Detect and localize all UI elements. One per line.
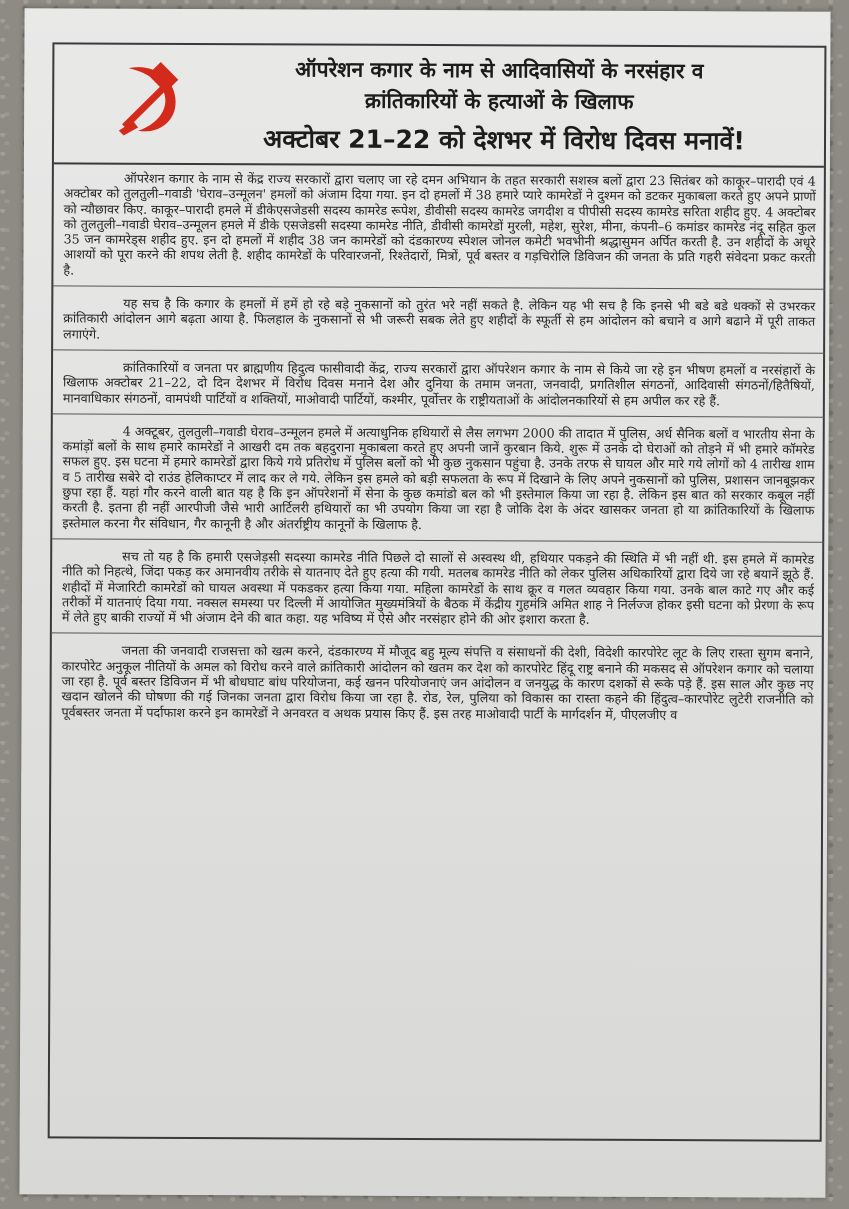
paragraph-2: यह सच है कि कगार के हमलों में हमें हो रहे बड़े नुकसानों को तुरंत भरे नहीं सकते है. लेकिन यह भी सच है कि इनसे भी बडे बडे धक्कों से उभरकर क्रांतिकारी आंदोलन आगे बढ़ता आया है. फिलहाल के नुकसानों से भी जरूरी सबक लेते हुए शहीदों के स्फूर्ती से हम आंदोलन को बचाने व आगे बढाने में पूरी ताकत लगाएंगे. [63,295,816,342]
section-divider [53,349,825,353]
title-line-1: ऑपरेशन कगार के नाम से आदिवासियों के नरसंहार व [295,57,704,84]
paragraph-5: सच तो यह है कि हमारी एसजेड़सी सदस्या कामरेड नीति पिछले दो सालों से अस्वस्थ थी, हथियार पकड़ने की स्थिति में भी नहीं थी. इस हमले में कामरेड नीति को निहत्थे, जिंदा पकड़ कर अमानवीय तरीके से यातनाए देते हुए हत्या की गयी. मतलब कामरेड नीति को लेकर पुलिस अधिकारियों द्वारा दिये जा रहे बयानें झूठे हैं. शहीदों में मेजारिटी कामरेडों को घायल अवस्था में पकडकर हत्या किया गया. महिला कामरेडों के साथ क्रूर व गलत व्यवहार किया गया. उनके बाल काटे गए और कई तरीकों में यातनाएं दिया गया. नक्सल समस्या पर दिल्ली में आयोजित मुख्यमंत्रियों के बैठक में केंद्रीय गुहमंत्रि अमित शाह ने निर्लज्ज होकर इसी घटना को प्रेरणा के रूप में लेते हुए बाकी राज्यों में भी अंजाम देने की बात कहा. यह भविष्य में ऐसे और नरसंहार होने की ओर इशारा करता है. [61,548,815,627]
section-divider [52,538,824,542]
paragraph-3: क्रांतिकारियों व जनता पर ब्राह्मणीय हिदुत्व फासीवादी केंद्र, राज्य सरकारों द्वारा ऑपरेशन कगार के नाम से किये जा रहे इन भीषण हमलों व नरसंहारों के खिलाफ अक्टोबर 21–22, दो दिन देशभर में विरोध दिवस मनाने देश और दुनिया के तमाम जनता, जनवादी, प्रगतिशील संगठनों, आदिवासी संगठनों/हितैषियों, मानवाधिकार संगठनों, वामपंथी पार्टियों व शक्तियों, माओवादी पार्टियों, कश्मीर, पूर्वोत्तर के राष्ट्रीयताओं के आंदोलनकारियों से हम अपील कर रहे हैं. [62,359,816,408]
section-divider [53,413,825,417]
leaflet-border [48,42,827,1141]
section-divider [52,633,824,637]
paragraph-4: 4 अक्टूबर, तुलतुली–गवाडी घेराव–उन्मूलन हमले में अत्याधुनिक हथियारों से लैस लगभग 2000 की तादात में पुलिस, अर्ध सैनिक बलों व भारतीय सेना के कमांड़ों बलों के साथ हमारे कामरेडों ने आखरी दम तक बहदुराना मुकाबला करते हुए अपनी जानें कुरबान किये. शुरू में उनके दो घेराओं को तोड़ने में भी हमारे कॉमरेड सफल हुए. इस घटना में हमारे कामरेडों द्वारा किये गये प्रतिरोध में पुलिस बलों को भी कुछ नुकसान पहुंचा है. उनके तरफ से घायल और मारे गये लोगों को 4 तारीख शाम व 5 तारीख सबेरे दो राउंड हेलिकाप्टर में लाद कर ले गये. लेकिन इस हमले को बड़ी सफलता के रूप में दिखाने के लिए अपने नुकसानों को पुलिस, प्रशासन जानबूझकर छुपा रहा हैं. यहां गौर करने वाली बात यह है कि इन ऑपरेशनों में सेना के कुछ कमांडो बल को भी इस्तेमाल किया जा रहा है. लेकिन इस बात को सरकार कबूल नहीं करती है. इतना ही नहीं आरपीजी जैसे भारी आर्टिलरी हथियारों का भी उपयोग किया जा रहा है जोकि देश के अंदर खासकर जनता हो या क्रांतिकारियों के खिलाफ इस्तेमाल करना गैर संविधान, गैर कानूनी है और अंतर्राष्ट्रीय कानूनों के खिलाफ है. [62,423,815,532]
paragraph-6: जनता की जनवादी राजसत्ता को खत्म करने, दंडकारण्य में मौजूद बहु मूल्य संपत्ति व संसाधनों की देशी, विदेशी कारपोरेट लूट के लिए रास्ता सुगम बनाने, कारपोरेट अनुकूल नीतियों के अमल को विरोध करने वाले क्रांतिकारी आंदोलन को खतम कर देश को कारपोरेट हिंदू राष्ट्र बनाने की मकसद से ऑपरेशन कगार को चलाया जा रहा है. पूर्व बस्तर डिविजन में भी बोधघाट बांध परियोजना, कई खनन परियोजनाएं जन आंदोलन व जनयुद्ध के कारण दशकों से रूके पड़े हैं. इस साल और कुछ नए खदान खोलने की घोषणा की गई जिनका जनता द्वारा विरोध किया जा रहा है. रोड, रेल, पुलिया को विकास का रास्ता कहने की हिंदुत्व–कारपोरेट लुटेरी राजनीति को पूर्वबस्तर जनता में पर्दाफाश करने इन कामरेडों ने अनवरत व अथक प्रयास किए हैं. इस तरह माओवादी पार्टी के मार्गदर्शन में, पीएलजीए व [61,643,814,722]
section-divider [53,285,825,289]
hammer-sickle-icon [106,59,186,139]
leaflet-body [61,170,815,722]
leaflet-header [54,44,825,167]
leaflet-sheet [19,8,830,1198]
main-headline: अक्टोबर 21–22 को देशभर में विरोध दिवस मनावें! [263,124,745,156]
paragraph-1: ऑपरेशन कगार के नाम से केंद्र राज्य सरकारों द्वारा चलाए जा रहे दमन अभियान के तहत सरकारी सशस्त्र बलों द्वारा 23 सितंबर को काकूर–पारादी एवं 4 अक्टोबर को तुलतुली–गवाडी 'घेराव–उन्मूलन' हमलों को अंजाम दिया गया. इन दो हमलों में 38 हमारे प्यारे कामरेडों ने दुश्मन को डटकर मुकाबला करते हुए अपने प्राणों को न्यौछावर किए. काकूर–पारादी हमले में डीकेएसजेडसी सदस्य कामरेड रूपेश, डीवीसी सदस्य कामरेड जगदीश व पीपीसी सदस्य कामरेड सरिता शहीद हुए. 4 अक्टोबर को तुलतुली–गवाडी घेराव–उन्मूलन हमले में डीके एसजेडसी सदस्या कामरेड नीति, डीवीसी कामरेडों मुरली, महेश, सुरेश, मीना, कंपनी–6 कमांडर कामरेड नंदू सहित कुल 35 जन कामरेड्स शहीद हुए. इन दो हमलों में शहीद 38 जन कामरेडों को दंडकारण्य स्पेशल जोनल कमेटी भवभीनी श्रद्धासुमन अर्पित करती है. उन शहीदों के अधूरे आशयों को पूरा करने की शपथ लेती है. शहीद कामरेडों के परिवारजनों, रिश्तेदारों, मित्रों, पूर्व बस्तर व गड़चिरोलि डिविजन की जनता के प्रति गहरी संवेदना प्रकट करती है. [63,170,816,278]
title-line-2: क्रांतिकारियों के हत्याओं के खिलाफ [364,88,634,114]
